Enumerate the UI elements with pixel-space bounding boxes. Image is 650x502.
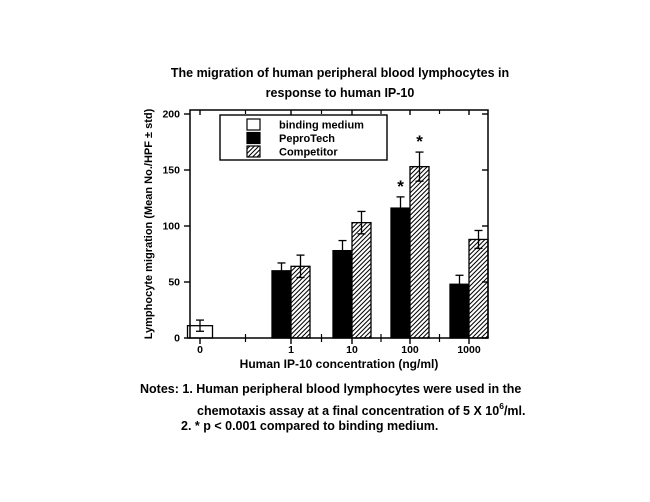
significance-asterisk-competitor-100: *: [416, 132, 423, 152]
significance-asterisk-peprotech-100: *: [397, 176, 404, 196]
note-line-1: Notes: 1. Human peripheral blood lymphocytes were used in the: [140, 382, 522, 396]
bar-competitor-100: [410, 167, 429, 338]
legend-label-competitor: Competitor: [279, 146, 338, 159]
note-line-2-suffix: /ml.: [503, 404, 526, 418]
y-tick-label: 50: [168, 276, 180, 289]
y-tick-label: 200: [162, 108, 180, 121]
x-tick-label: 1000: [457, 344, 481, 356]
y-axis-title: Lymphocyte migration (Mean No./HPF ± std): [143, 108, 155, 340]
x-tick-label: 1: [288, 344, 294, 356]
bar-competitor-10: [352, 223, 371, 338]
y-tick-label: 100: [162, 220, 180, 233]
bar-peprotech-100: [391, 208, 410, 338]
x-tick-label: 100: [401, 344, 419, 356]
legend: [220, 115, 387, 160]
bar-peprotech-1: [272, 271, 291, 338]
chart-title-line2: response to human IP-10: [265, 86, 415, 100]
legend-swatch-binding-medium: [247, 119, 260, 130]
bar-competitor-1000: [469, 239, 488, 338]
note-line-2-superscript: 6: [499, 401, 504, 411]
chart-title-line1: The migration of human peripheral blood lymphocytes in: [170, 66, 510, 80]
bar-peprotech-10: [333, 251, 352, 338]
legend-swatch-competitor: [247, 146, 260, 157]
x-axis-title: Human IP-10 concentration (ng/ml): [239, 357, 439, 371]
x-tick-label: 10: [346, 344, 358, 356]
note-line-3: 2. * p < 0.001 compared to binding medium.: [181, 419, 439, 433]
note-line-2-text: chemotaxis assay at a final concentration of 5 X 10: [197, 404, 500, 418]
legend-swatch-peprotech: [247, 133, 260, 144]
x-tick-label: 0: [197, 344, 203, 356]
y-tick-label: 0: [174, 332, 180, 345]
note-line-2: [197, 401, 526, 418]
legend-label-peprotech: PeproTech: [279, 133, 336, 145]
y-tick-label: 150: [162, 164, 180, 177]
legend-label-binding-medium: binding medium: [279, 119, 364, 132]
